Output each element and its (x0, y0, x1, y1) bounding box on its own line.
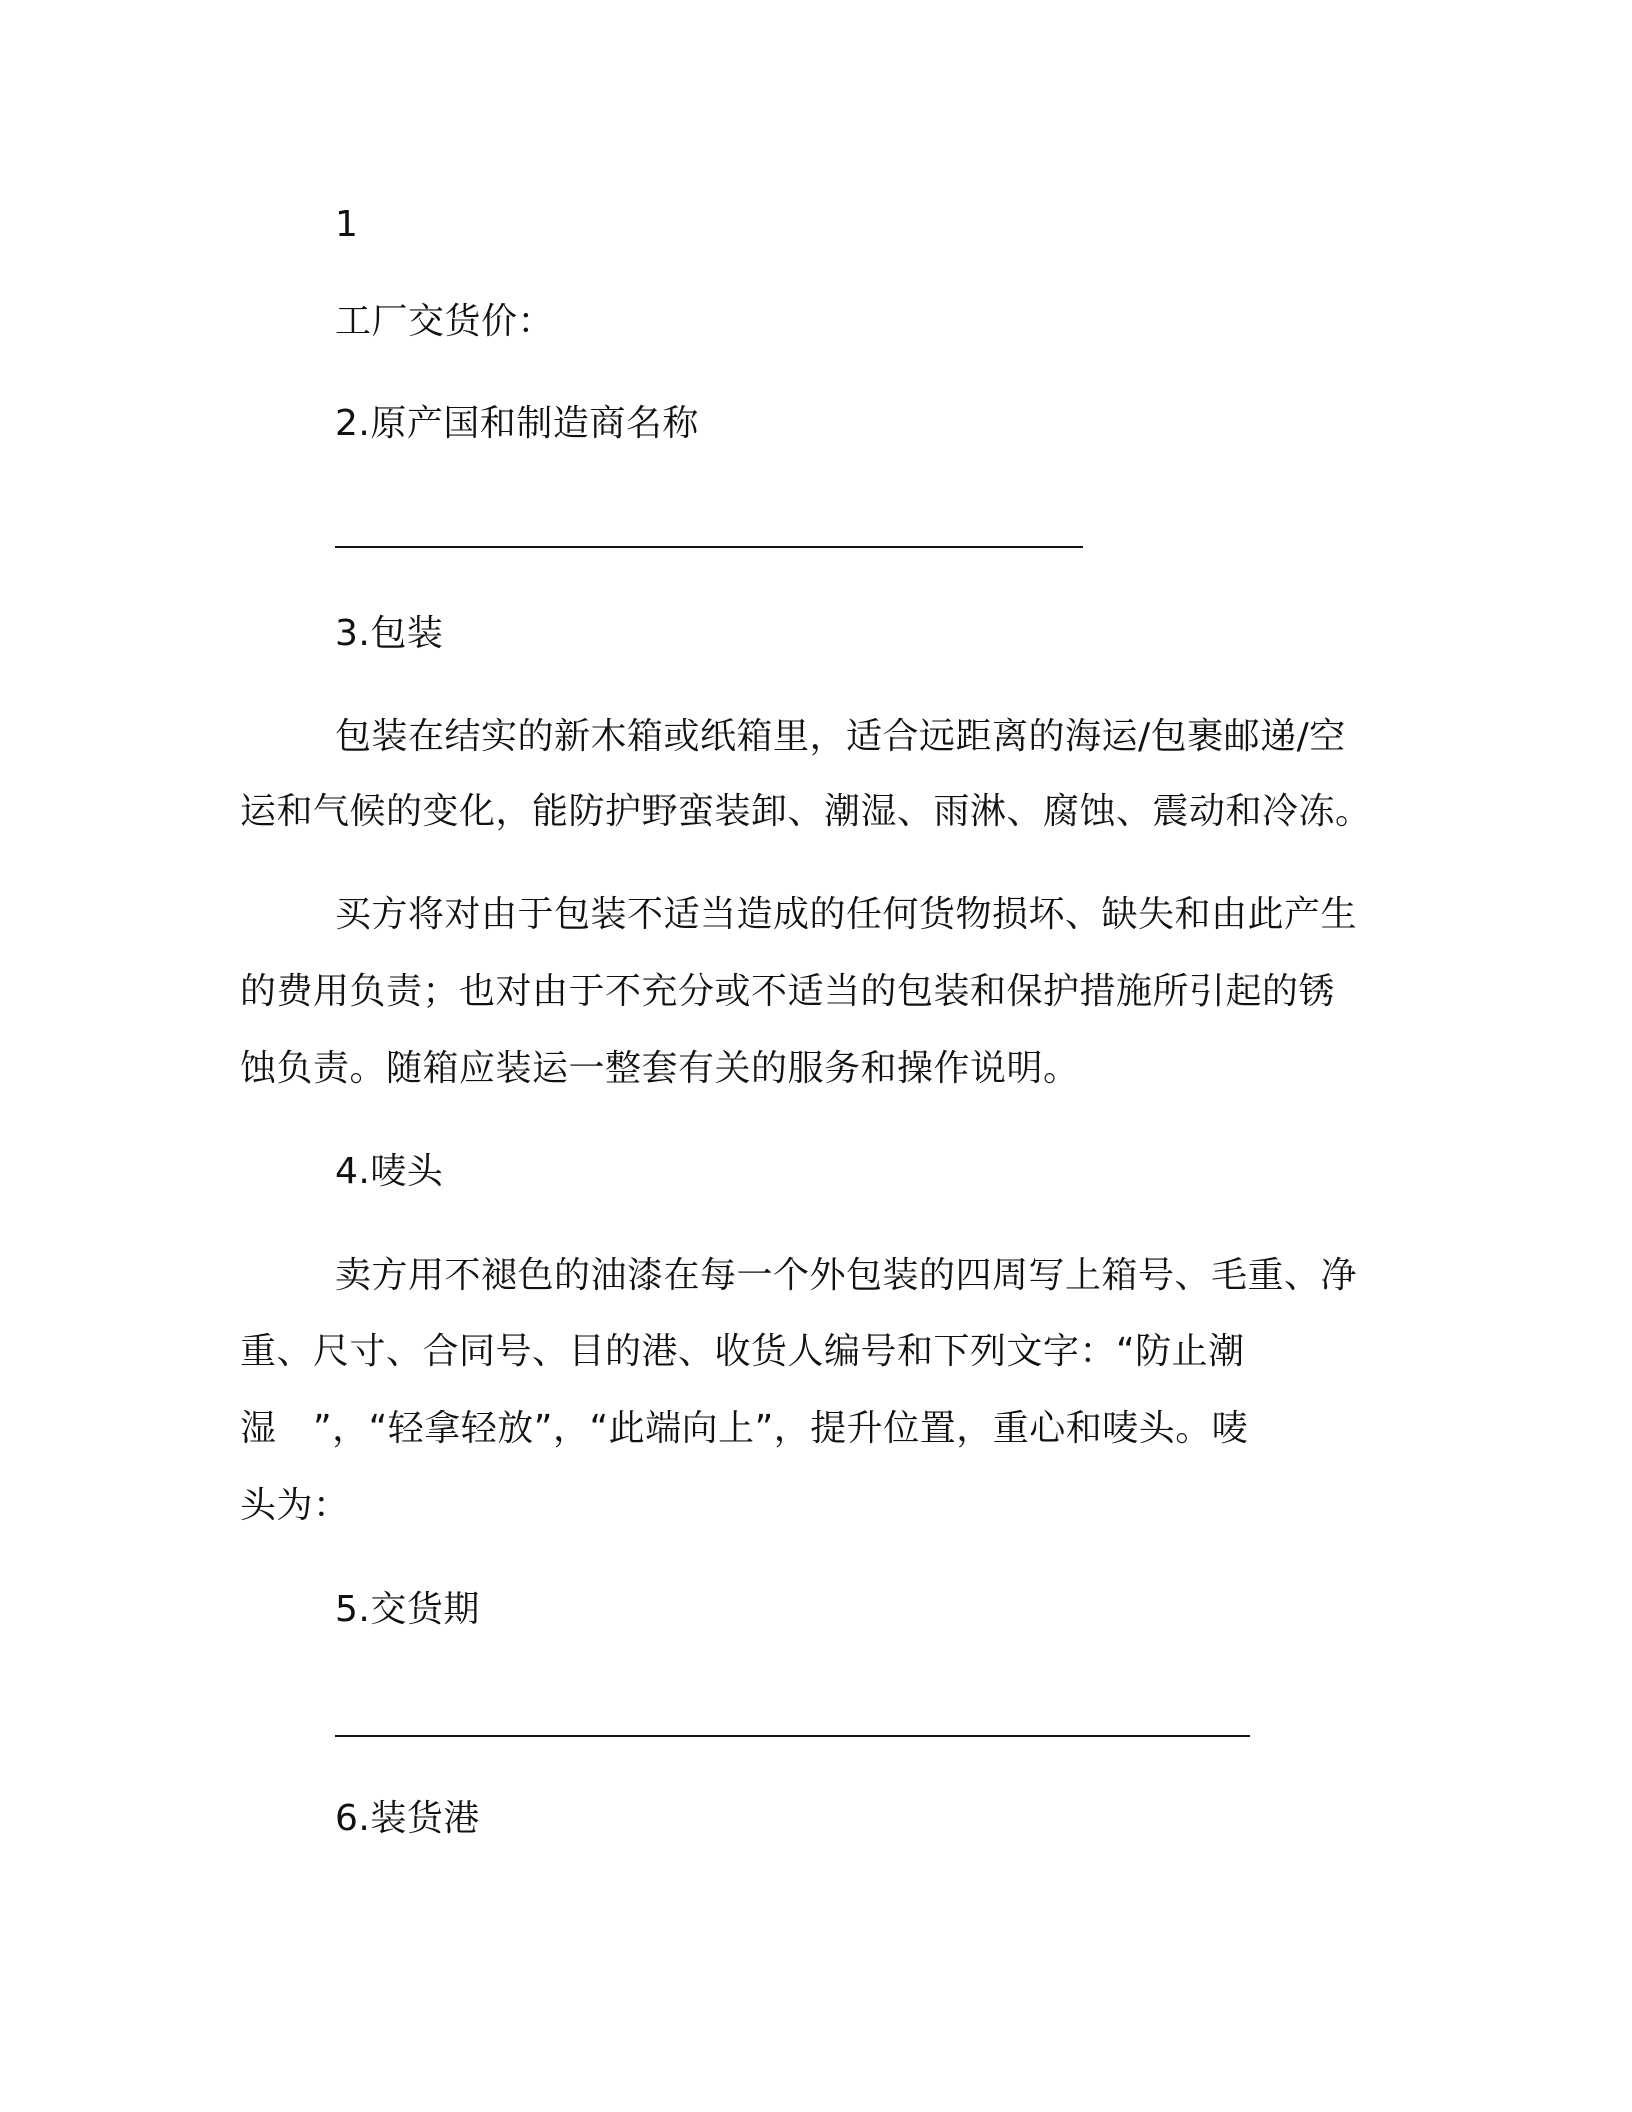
section-5-heading: 5.交货期 (335, 1589, 480, 1630)
section-2-heading: 2.原产国和制造商名称 (335, 403, 699, 444)
marking-paragraph-line-1: 卖方用不褪色的油漆在每一个外包装的四周写上箱号、毛重、净 (335, 1255, 1358, 1296)
section-4-heading: 4.唛头 (335, 1151, 444, 1192)
delivery-time-blank-line (335, 1735, 1250, 1737)
liability-paragraph-line-2: 的费用负责；也对由于不充分或不适当的包装和保护措施所引起的锈 (240, 971, 1336, 1012)
ex-works-price-label: 工厂交货价： (335, 301, 555, 342)
marking-paragraph-line-4: 头为： (240, 1485, 350, 1526)
packing-paragraph-line-1: 包装在结实的新木箱或纸箱里，适合远距离的海运/包裹邮递/空 (335, 716, 1346, 757)
manufacturer-blank-line (335, 546, 1083, 548)
section-6-heading: 6.装货港 (335, 1798, 480, 1839)
liability-paragraph-line-1: 买方将对由于包装不适当造成的任何货物损坏、缺失和由此产生 (335, 894, 1358, 935)
liability-paragraph-line-3: 蚀负责。随箱应装运一整套有关的服务和操作说明。 (240, 1048, 1080, 1089)
page-number: 1 (335, 204, 359, 245)
marking-paragraph-line-3: 湿 ”，“轻拿轻放”，“此端向上”，提升位置，重心和唛头。唛 (240, 1408, 1249, 1449)
section-3-heading: 3.包装 (335, 613, 444, 654)
marking-paragraph-line-2: 重、尺寸、合同号、目的港、收货人编号和下列文字：“防止潮 (240, 1331, 1245, 1372)
packing-paragraph-line-2: 运和气候的变化，能防护野蛮装卸、潮湿、雨淋、腐蚀、震动和冷冻。 (240, 791, 1372, 832)
